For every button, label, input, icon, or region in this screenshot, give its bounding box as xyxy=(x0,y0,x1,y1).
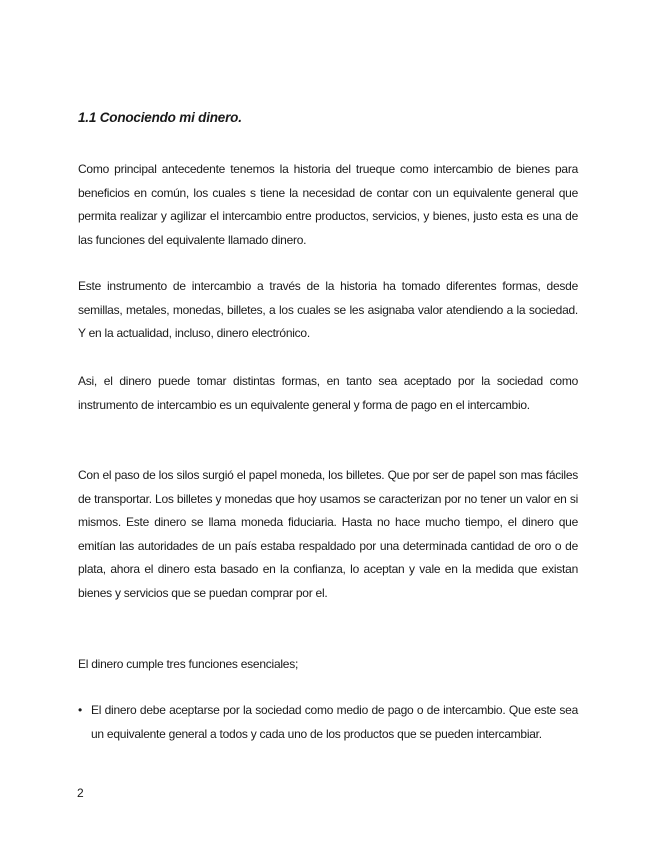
list-item xyxy=(78,699,578,746)
bullet-icon: • xyxy=(78,703,82,717)
page-number: 2 xyxy=(77,786,84,800)
section-heading: 1.1 Conociendo mi dinero. xyxy=(78,110,242,125)
paragraph-formas: Asi, el dinero puede tomar distintas formas, en tanto sea aceptado por la sociedad como instrumento de intercambio es un equivalente general y forma de pago en el intercambio. xyxy=(78,374,578,412)
list-item-text: El dinero debe aceptarse por la sociedad como medio de pago o de intercambio. Que este sea un equivalente general a todos y cada uno de los productos que se pueden intercambiar. xyxy=(91,703,578,741)
paragraph-instrumento: Este instrumento de intercambio a través de la historia ha tomado diferentes formas, desde semillas, metales, monedas, billetes, a los cuales se les asignaba valor atendiendo a la sociedad. Y en la actualidad, incluso, dinero electrónico. xyxy=(78,279,578,340)
paragraph-trueque: Como principal antecedente tenemos la historia del trueque como intercambio de bienes para beneficios en común, los cuales s tiene la necesidad de contar con un equivalente general que permita realizar y agilizar el intercambio entre productos, servicios, y bienes, justo esta es una de las funciones del equivalente llamado dinero. xyxy=(78,162,578,247)
paragraph-papel-moneda: Con el paso de los silos surgió el papel moneda, los billetes. Que por ser de papel son mas fáciles de transportar. Los billetes y monedas que hoy usamos se caracterizan por no tener un valor en si mismos. Este dinero se llama moneda fiduciaria. Hasta no hace mucho tiempo, el dinero que emitían las autoridades de un país estaba respaldado por una determinada cantidad de oro o de plata, ahora el dinero esta basado en la confianza, lo aceptan y vale en la medida que existan bienes y servicios que se puedan comprar por el. xyxy=(78,468,578,600)
paragraph-funciones: El dinero cumple tres funciones esenciales; xyxy=(78,657,299,671)
functions-list xyxy=(78,699,578,746)
